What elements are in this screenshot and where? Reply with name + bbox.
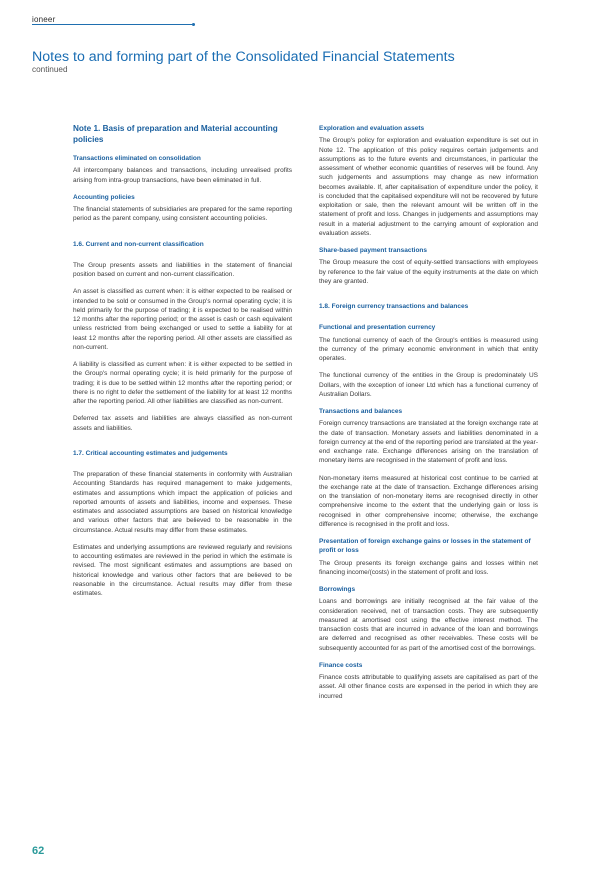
section-heading: Functional and presentation currency xyxy=(319,324,436,332)
paragraph: The functional currency of each of the Group's entities is measured using the currency of the primary economic environment in which that entity operates. xyxy=(319,336,538,362)
paragraph: The financial statements of subsidiaries are prepared for the same reporting period as the parent company, using consistent accounting policies. xyxy=(73,206,292,223)
paragraph: A liability is classified as current when: it is either expected to be settled in the Group's normal operating cycle; it is held primarily for the purpose of trading; it is due to be settled within 12 months after the reporting period; or there is no right to defer the settlement of the liability for at least 12 months after the reporting period. All other liabilities are classified as non-current. xyxy=(73,361,292,405)
section-heading: Finance costs xyxy=(319,661,363,669)
paragraph: The Group's policy for exploration and evaluation expenditure is set out in Note 12. The application of this policy requires certain judgements and assumptions as to the future events and circumstances, in particular the assessment of whether economic quantities of reserves will be found. Any such judgements and assumptions may change as new information becomes available. If, after capitalisation of expenditure under the policy, it is concluded that the capitalised expenditure will not be recovered by future exploitation or sale, then the relevant amount will be written off in the statement of profit and loss. Changes in judgements and assumptions may result in a material adjustment to the carrying amount of exploration and evaluation assets. xyxy=(319,137,538,237)
brand-name: ioneer xyxy=(32,15,56,24)
section-heading: Accounting policies xyxy=(73,193,135,201)
paragraph: Foreign currency transactions are translated at the foreign exchange rate at the date of transaction. Monetary assets and liabilities denominated in a foreign currency at the end of the reporting period are translated at the year-end exchange rate. Exchange differences arising on the translation of monetary items are recognised in the statement of profit and loss. xyxy=(319,420,538,465)
paragraph: Non-monetary items measured at historical cost continue to be carried at the exchange rate at the date of transaction. Exchange differences arising on the translation of non-monetary items are recognised directly in other comprehensive income to the extent that the underlying gain or loss is recognised in other comprehensive income; otherwise, the exchange difference is recognised in the profit and loss. xyxy=(319,474,538,528)
paragraph: The Group presents its foreign exchange gains and losses within net financing income/(costs) in the statement of profit and loss. xyxy=(319,559,538,576)
paragraph: Deferred tax assets and liabilities are always classified as non-current assets and liabilities. xyxy=(73,415,292,432)
section-heading: 1.7. Critical accounting estimates and judgements xyxy=(73,449,228,457)
paragraph: The Group measure the cost of equity-settled transactions with employees by reference to the fair value of the equity instruments at the date on which they are granted. xyxy=(319,259,538,285)
section-heading: Share-based payment transactions xyxy=(319,247,428,254)
section-heading: 1.6. Current and non-current classification xyxy=(73,240,204,248)
right-column xyxy=(319,124,538,709)
paragraph: Estimates and underlying assumptions are reviewed regularly and revisions to accounting estimates are reviewed in the period in which the estimate is revised. The most significant estimates and assumptions are based on historical knowledge and various other factors that are believed to be reasonable in the circumstance. Actual results may differ from these estimates. xyxy=(73,543,292,597)
section-heading: Transactions and balances xyxy=(319,408,403,415)
paragraph: Loans and borrowings are initially recognised at the fair value of the consideration received, net of transaction costs. They are subsequently measured at amortised cost using the effective interest method. The transaction costs that are incurred in advance of the loan and borrowings are deferred and recognised as other receivables. These costs will be subsequently accounted for as part of the amortised cost of the borrowings. xyxy=(319,598,538,652)
section-heading: Presentation of foreign exchange gains or losses in the statement of profit or loss xyxy=(319,538,531,555)
paragraph: The functional currency of the entities in the Group is predominately US Dollars, with the exception of ioneer Ltd which has a functional currency of Australian Dollars. xyxy=(319,372,538,398)
section-heading: Exploration and evaluation assets xyxy=(319,125,425,132)
left-column xyxy=(73,124,292,606)
page-number: 62 xyxy=(32,845,45,857)
note-title: Note 1. Basis of preparation and Material accounting policies xyxy=(73,124,278,144)
paragraph: All intercompany balances and transactions, including unrealised profits arising from intra-group transactions, have been eliminated in full. xyxy=(73,167,292,184)
section-heading: Transactions eliminated on consolidation xyxy=(73,155,201,162)
section-heading: Borrowings xyxy=(319,586,356,593)
section-heading: 1.8. Foreign currency transactions and balances xyxy=(319,303,469,310)
paragraph: An asset is classified as current when: it is either expected to be realised or intended to be sold or consumed in the Group's normal operating cycle; it is held primarily for the purpose of trading; it is expected to be realised within 12 months after the reporting period; or the asset is cash or cash equivalent unless restricted from being exchanged or used to settle a liability for at least 12 months after the reporting period. All other assets are classified as non-current. xyxy=(73,288,292,351)
paragraph: The Group presents assets and liabilities in the statement of financial position based on current and non-current classification. xyxy=(73,261,292,278)
paragraph: The preparation of these financial statements in conformity with Australian Accounting Standards has required management to make judgements, estimates and assumptions which impact the application of policies and reported amounts of assets and liabilities, income and expenses. These estimates and associated assumptions are based on historical knowledge and various other factors that are believed to be reasonable in the circumstance. Actual results may differ from these estimates. xyxy=(73,471,292,534)
page-subtitle: continued xyxy=(32,65,68,74)
page-title: Notes to and forming part of the Consolidated Financial Statements xyxy=(32,49,455,65)
paragraph: Finance costs attributable to qualifying assets are capitalised as part of the asset. All other finance costs are expensed in the period in which they are incurred xyxy=(319,674,538,700)
header-rule xyxy=(32,24,192,25)
